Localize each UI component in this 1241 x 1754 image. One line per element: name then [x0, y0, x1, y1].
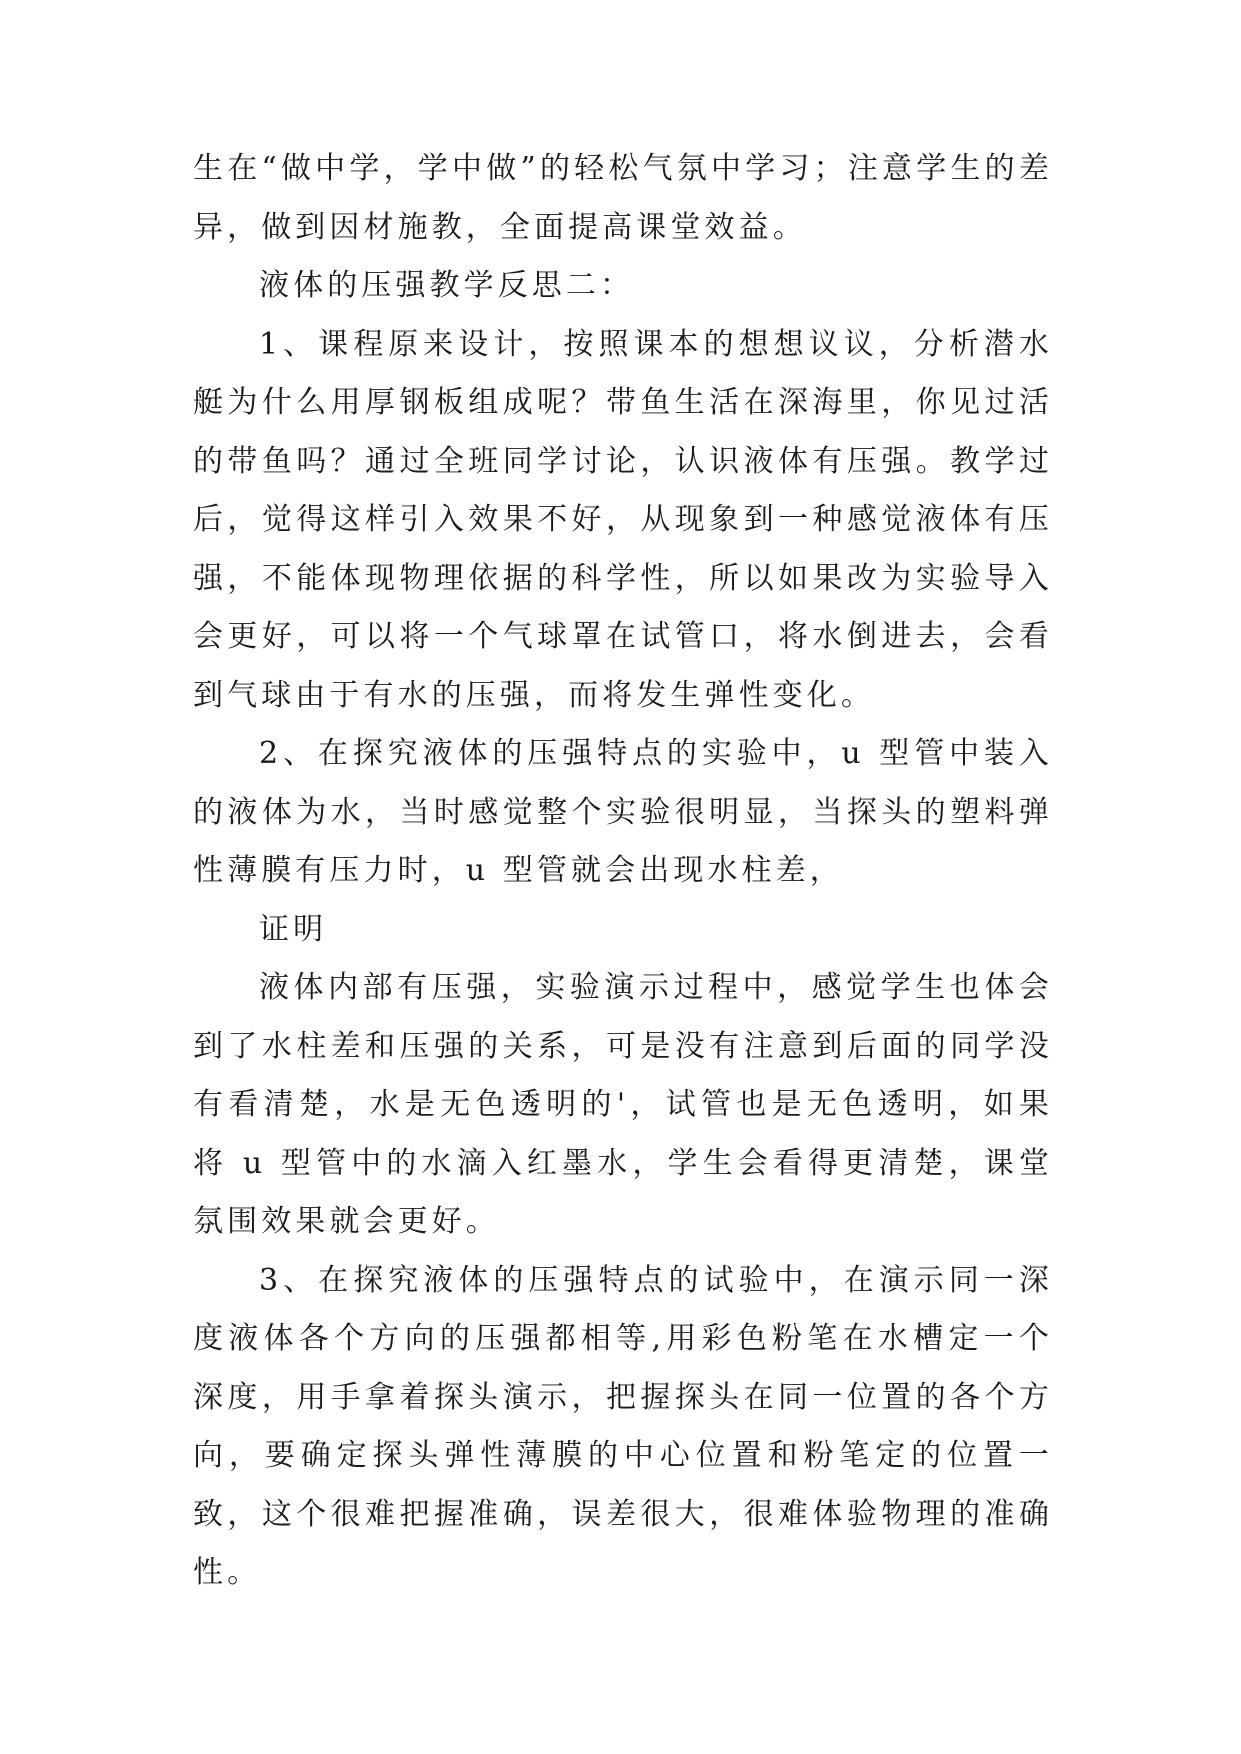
paragraph-point-2: 2、在探究液体的压强特点的实验中，u 型管中装入的液体为水，当时感觉整个实验很明显，当探头的塑料弹性薄膜有压力时，u 型管就会出现水柱差， [193, 736, 1053, 888]
section-heading: 液体的压强教学反思二： [259, 268, 635, 303]
paragraph-proof-body: 液体内部有压强，实验演示过程中，感觉学生也体会到了水柱差和压强的关系，可是没有注意到后面的同学没有看清楚，水是无色透明的'，试管也是无色透明，如果将 u 型管中的水滴入红墨水，学生会看得更清楚，课堂氛围效果就会更好。 [193, 970, 1053, 1239]
paragraph-point-3: 3、在探究液体的压强特点的试验中，在演示同一深度液体各个方向的压强都相等,用彩色粉笔在水槽定一个深度，用手拿着探头演示，把握探头在同一位置的各个方向，要确定探头弹性薄膜的中心位置和粉笔定的位置一致，这个很难把握准确，误差很大，很难体验物理的准确性。 [193, 1262, 1053, 1590]
paragraph-continuation: 生在“做中学，学中做”的轻松气氛中学习；注意学生的差异，做到因材施教，全面提高课堂效益。 [193, 151, 1053, 245]
document-page [193, 140, 1053, 1603]
paragraph-point-1: 1、课程原来设计，按照课本的想想议议，分析潜水艇为什么用厚钢板组成呢？带鱼生活在深海里，你见过活的带鱼吗？通过全班同学讨论，认识液体有压强。教学过后，觉得这样引入效果不好，从现象到一种感觉液体有压强，不能体现物理依据的科学性，所以如果改为实验导入会更好，可以将一个气球罩在试管口，将水倒进去，会看到气球由于有水的压强，而将发生弹性变化。 [193, 326, 1053, 713]
paragraph-proof-label: 证明 [259, 911, 328, 947]
